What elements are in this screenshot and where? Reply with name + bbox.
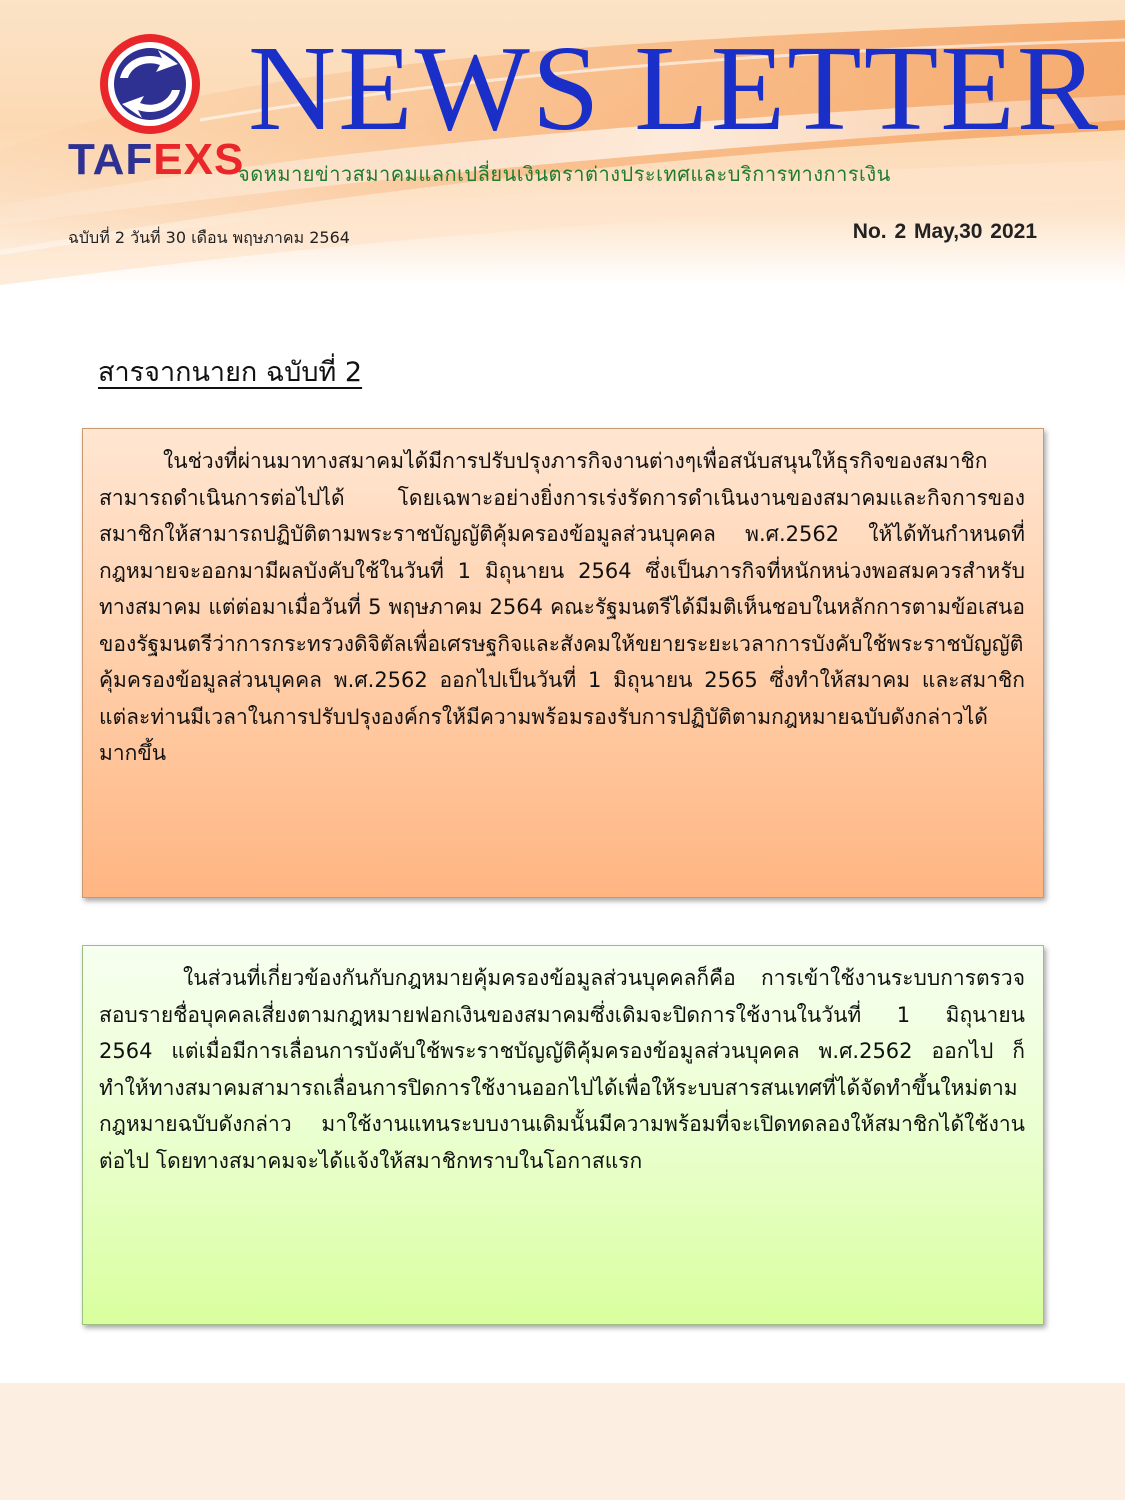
newsletter-subtitle: จดหมายข่าวสมาคมแลกเปลี่ยนเงินตราต่างประเทศและบริการทางการเงิน (238, 162, 891, 186)
logo-text-part1: TAF (68, 135, 154, 184)
newsletter-title: NEWS LETTER (248, 21, 1101, 156)
issue-date-english: No. 2 May,30 2021 (852, 220, 1037, 243)
paragraph-first: ในช่วงที่ผ่านมาทางสมาคมได้มีการปรับปรุงภารกิจงานต่างๆเพื่อสนับสนุนให้ธุรกิจของสมาชิกสามารถดำเนินการต่อไปได้ โดยเฉพาะอย่างยิ่งการเร่งรัดการดำเนินงานของสมาคมและกิจการของสมาชิกให้สามารถปฏิบัติตามพระราชบัญญัติคุ้มครองข้อมูลส่วนบุคคล พ.ศ.2562 ให้ได้ทันกำหนดที่กฎหมายจะออกมามีผลบังคับใช้ในวันที่ 1 มิถุนายน 2564 ซึ่งเป็นภารกิจที่หนักหน่วงพอสมควรสำหรับทางสมาคม แต่ต่อมาเมื่อวันที่ 5 พฤษภาคม 2564 คณะรัฐมนตรีได้มีมติเห็นชอบในหลักการตามข้อเสนอของรัฐมนตรีว่าการกระทรวงดิจิตัลเพื่อเศรษฐกิจและสังคมให้ขยายระยะเวลาการบังคับใช้พระราชบัญญัติคุ้มครองข้อมูลส่วนบุคคล พ.ศ.2562 ออกไปเป็นวันที่ 1 มิถุนายน 2565 ซึ่งทำให้สมาคม และสมาชิกแต่ละท่านมีเวลาในการปรับปรุงองค์กรให้มีความพร้อมรองรับการปฏิบัติตามกฎหมายฉบับดังกล่าวได้มากขึ้น (99, 449, 1025, 765)
issue-date-thai: ฉบับที่ 2 วันที่ 30 เดือน พฤษภาคม 2564 (68, 228, 350, 247)
message-box-orange (82, 428, 1044, 898)
logo-text-part2: EXS (153, 135, 245, 184)
tafexs-logo-icon (98, 32, 202, 136)
footer-band (0, 1383, 1125, 1500)
paragraph-second: ในส่วนที่เกี่ยวข้องกันกับกฎหมายคุ้มครองข้อมูลส่วนบุคคลก็คือ การเข้าใช้งานระบบการตรวจสอบรายชื่อบุคคลเสี่ยงตามกฎหมายฟอกเงินของสมาคมซึ่งเดิมจะปิดการใช้งานในวันที่ 1 มิถุนายน 2564 แต่เมื่อมีการเลื่อนการบังคับใช้พระราชบัญญัติคุ้มครองข้อมูลส่วนบุคคล พ.ศ.2562 ออกไป ก็ทำให้ทางสมาคมสามารถเลื่อนการปิดการใช้งานออกไปได้เพื่อให้ระบบสารสนเทศที่ได้จัดทำขึ้นใหม่ตามกฎหมายฉบับดังกล่าว มาใช้งานแทนระบบงานเดิมนั้นมีความพร้อมที่จะเปิดทดลองให้สมาชิกได้ใช้งานต่อไป โดยทางสมาคมจะได้แจ้งให้สมาชิกทราบในโอกาสแรก (99, 966, 1025, 1173)
newsletter-header (0, 0, 1125, 285)
tafexs-logo-text (68, 135, 245, 184)
message-box-green (82, 945, 1044, 1325)
section-title: สารจากนายก ฉบับที่ 2 (98, 357, 363, 388)
